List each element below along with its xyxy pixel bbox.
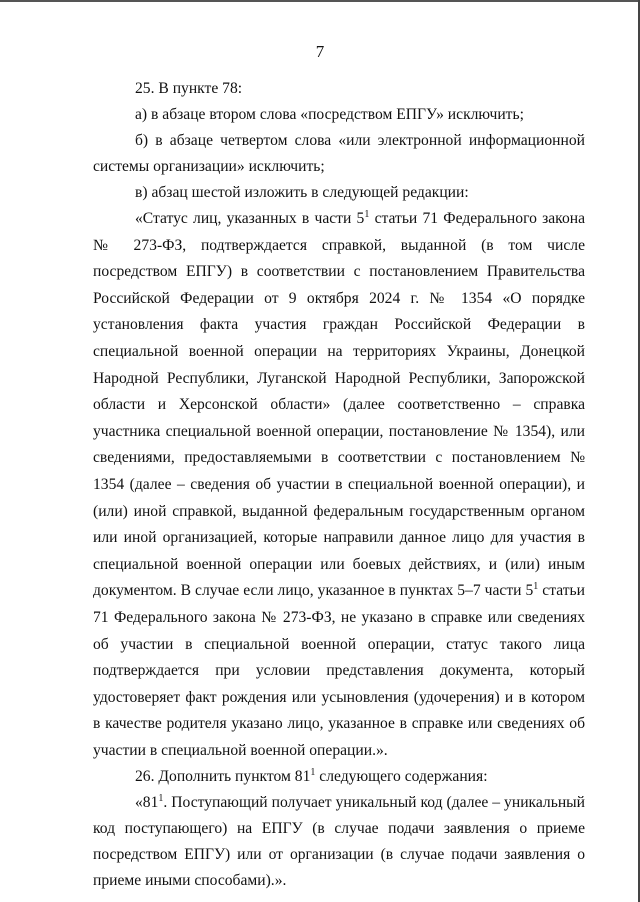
superscript: 1 <box>310 767 316 779</box>
paragraph-subitem-v: в) абзац шестой изложить в следующей редакции: <box>135 184 469 201</box>
text-segment: статьи 71 Федерального закона № 273-ФЗ, не указано в справке или сведениях об участии в специальной военной операции, статус такого лица подтверждается при условии представления документа, который удостоверяет факт рождения или усыновления (удочерения) и в котором в качестве родителя указано лицо, указанное в справке или сведениях об участии в специальной военной операции.». <box>93 582 585 759</box>
document-body <box>93 76 585 894</box>
superscript: 1 <box>158 793 164 805</box>
paragraph-item-25: 25. В пункте 78: <box>135 80 243 97</box>
paragraph-item-26 <box>93 764 585 790</box>
paragraph-item-81-1 <box>93 790 585 894</box>
paragraph-subitem-b: б) в абзаце четвертом слова «или электронной информационной системы организации» исключить; <box>93 132 585 175</box>
paragraph-subitem-a: а) в абзаце втором слова «посредством ЕПГУ» исключить; <box>135 106 524 123</box>
text-segment: . Поступающий получает уникальный код (далее – уникальный код поступающего) на ЕПГУ (в случае подачи заявления о приеме посредством ЕПГУ) или от организации (в случае подачи заявления о приеме иными способами).». <box>93 794 585 890</box>
text-segment: статьи 71 Федерального закона № 273-ФЗ, подтверждается справкой, выданной (в том числе посредством ЕПГУ) в соответствии с постановлением Правительства Российской Федерации от 9 октября 2024 г. № 1354 «О порядке установления факта участия граждан Российской Федерации в специальной военной операции на территориях Украины, Донецкой Народной Республики, Луганской Народной Республики, Запорожской области и Херсонской области» (далее соответственно – справка участника специальной военной операции, постановление № 1354), или сведениями, предоставляемыми в соответствии с постановлением № 1354 (далее – сведения об участии в специальной военной операции), и (или) иной справкой, выданной федеральным государственным органом или иной организацией, которые направили данное лицо для участия в специальной военной операции или боевых действиях, и (или) иным документом. В случае если лицо, указанное в пунктах 5–7 части 5 <box>93 210 586 600</box>
paragraph-new-wording <box>93 206 585 764</box>
text-segment: «Статус лиц, указанных в части 5 <box>135 210 365 227</box>
page-number: 7 <box>315 42 325 61</box>
text-segment: «81 <box>135 794 159 812</box>
text-segment: 26. Дополнить пунктом 81 <box>135 768 311 786</box>
text-segment: следующего содержания: <box>315 768 488 786</box>
scan-edge-top <box>0 0 640 2</box>
superscript: 1 <box>364 208 370 220</box>
superscript: 1 <box>533 581 539 593</box>
